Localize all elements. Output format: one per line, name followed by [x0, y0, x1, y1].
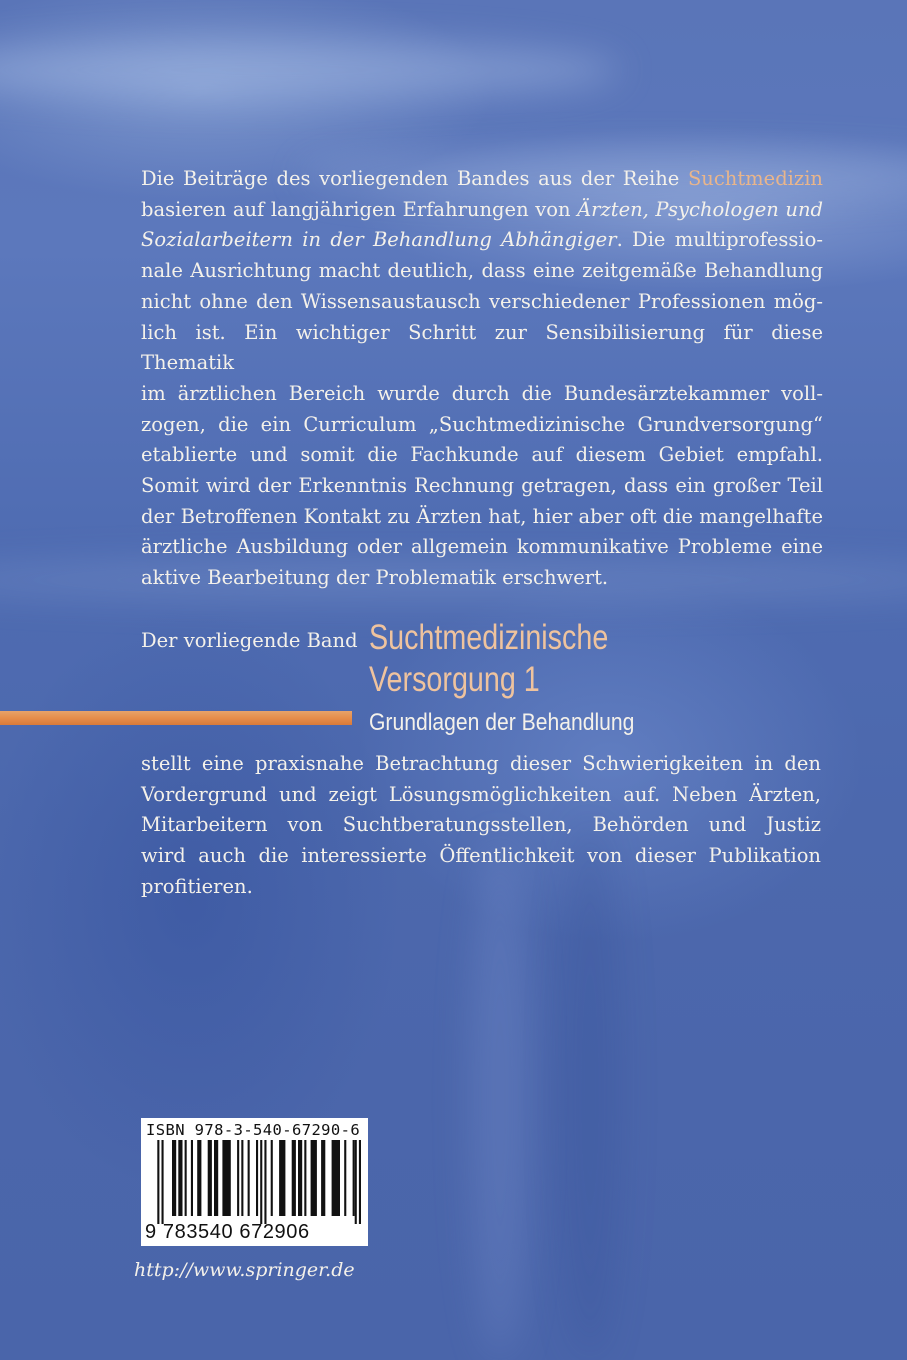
barcode-bar — [264, 1140, 266, 1224]
barcode-bar — [157, 1140, 159, 1224]
barcode-bar — [304, 1140, 306, 1216]
text-line — [141, 532, 823, 563]
barcode-bar — [292, 1140, 296, 1216]
barcode-bars — [151, 1140, 361, 1224]
barcode-bar — [332, 1140, 340, 1216]
text-line — [141, 749, 821, 780]
text-line — [141, 563, 823, 594]
text-line — [141, 440, 823, 471]
barcode-bar — [355, 1140, 357, 1224]
text-fragment: . Die multiprofessio- — [616, 228, 823, 252]
text-line — [141, 164, 823, 195]
isbn-barcode — [141, 1118, 368, 1246]
barcode-bar — [178, 1140, 182, 1216]
text-fragment: ärztliche Ausbildung oder allgemein kommunikative Probleme eine — [141, 535, 823, 559]
text-line — [141, 195, 823, 226]
text-line — [141, 841, 821, 872]
series-name-highlight: Suchtmedizin — [687, 167, 823, 190]
barcode-bar — [222, 1140, 230, 1216]
text-fragment: aktive Bearbeitung der Problematik erschwert. — [141, 566, 609, 590]
barcode-bar — [279, 1140, 285, 1216]
book-title-line-1: Suchtmedizinische — [369, 618, 609, 657]
barcode-bar — [185, 1140, 187, 1216]
text-fragment: nicht ohne den Wissensaustausch verschiedener Professionen mög- — [141, 289, 823, 313]
text-line — [141, 471, 823, 502]
text-line — [141, 780, 821, 811]
barcode-bar — [241, 1140, 243, 1216]
text-fragment: der Betroffenen Kontakt zu Ärzten hat, hier aber oft die mangelhafte — [141, 504, 823, 528]
barcode-bar — [260, 1140, 262, 1224]
italic-phrase: Sozialarbeitern in der Behandlung Abhängiger — [141, 228, 617, 252]
text-fragment: zogen, die ein Curriculum „Suchtmedizinische Grundversorgung“ — [141, 412, 823, 436]
text-line — [141, 810, 821, 841]
text-fragment: Die Beiträge des vorliegenden Bandes aus der Reihe — [141, 167, 688, 190]
barcode-bar — [353, 1140, 355, 1216]
text-fragment: Mitarbeitern von Suchtberatungsstellen, Behörden und Justiz — [141, 813, 821, 837]
barcode-bar — [237, 1140, 239, 1216]
book-subtitle: Grundlagen der Behandlung — [369, 709, 635, 736]
text-fragment: wird auch die interessierte Öffentlichkeit von dieser Publikation — [141, 844, 821, 868]
barcode-bar — [344, 1140, 346, 1216]
text-line — [141, 287, 823, 318]
barcode-bar — [162, 1140, 164, 1224]
text-fragment: stellt eine praxisnahe Betrachtung dieser Schwierigkeiten in den — [141, 752, 821, 775]
text-fragment: nale Ausrichtung macht deutlich, dass eine zeitgemäße Behandlung — [141, 259, 823, 283]
text-fragment: lich ist. Ein wichtiger Schritt zur Sensibilisierung für diese Thematik — [141, 320, 823, 375]
text-fragment: etablierte und somit die Fachkunde auf diesem Gebiet empfahl. — [141, 443, 823, 467]
ean-digits: 9 783540 672906 — [145, 1221, 310, 1243]
barcode-bar — [214, 1140, 218, 1216]
barcode-bar — [197, 1140, 201, 1216]
barcode-bar — [256, 1140, 258, 1216]
text-line — [141, 502, 823, 533]
orange-accent-bar — [0, 711, 352, 725]
text-fragment: Vordergrund und zeigt Lösungsmöglichkeiten auf. Neben Ärzten, — [141, 782, 821, 806]
blurb-paragraph-1 — [141, 164, 823, 594]
barcode-bar — [321, 1140, 325, 1216]
text-fragment: Somit wird der Erkenntnis Rechnung getragen, dass ein großer Teil — [141, 474, 823, 498]
background-light-streak — [0, 40, 620, 100]
background-light-streak — [470, 840, 530, 1360]
text-fragment: basieren auf langjährigen Erfahrungen von — [141, 197, 578, 221]
text-line — [141, 225, 823, 256]
book-title-line-2: Versorgung 1 — [369, 660, 540, 699]
barcode-bar — [311, 1140, 317, 1216]
italic-phrase: Ärzten, Psychologen und — [577, 197, 823, 221]
text-line — [141, 410, 823, 441]
text-fragment: profitieren. — [141, 874, 253, 898]
publisher-website[interactable]: http://www.springer.de — [134, 1259, 355, 1281]
text-fragment: im ärztlichen Bereich wurde durch die Bundesärztekammer voll- — [141, 381, 823, 405]
text-line — [141, 318, 823, 379]
text-line — [141, 256, 823, 287]
barcode-bar — [172, 1140, 176, 1216]
barcode-bar — [208, 1140, 212, 1216]
barcode-bar — [359, 1140, 361, 1224]
series-lead-text: Der vorliegende Band — [141, 629, 358, 652]
text-line — [141, 379, 823, 410]
barcode-bar — [271, 1140, 273, 1216]
blurb-paragraph-2 — [141, 749, 821, 903]
barcode-bar — [298, 1140, 302, 1216]
barcode-bar — [191, 1140, 193, 1216]
isbn-label: ISBN 978-3-540-67290-6 — [146, 1121, 361, 1139]
text-line — [141, 872, 821, 903]
barcode-bar — [248, 1140, 250, 1216]
